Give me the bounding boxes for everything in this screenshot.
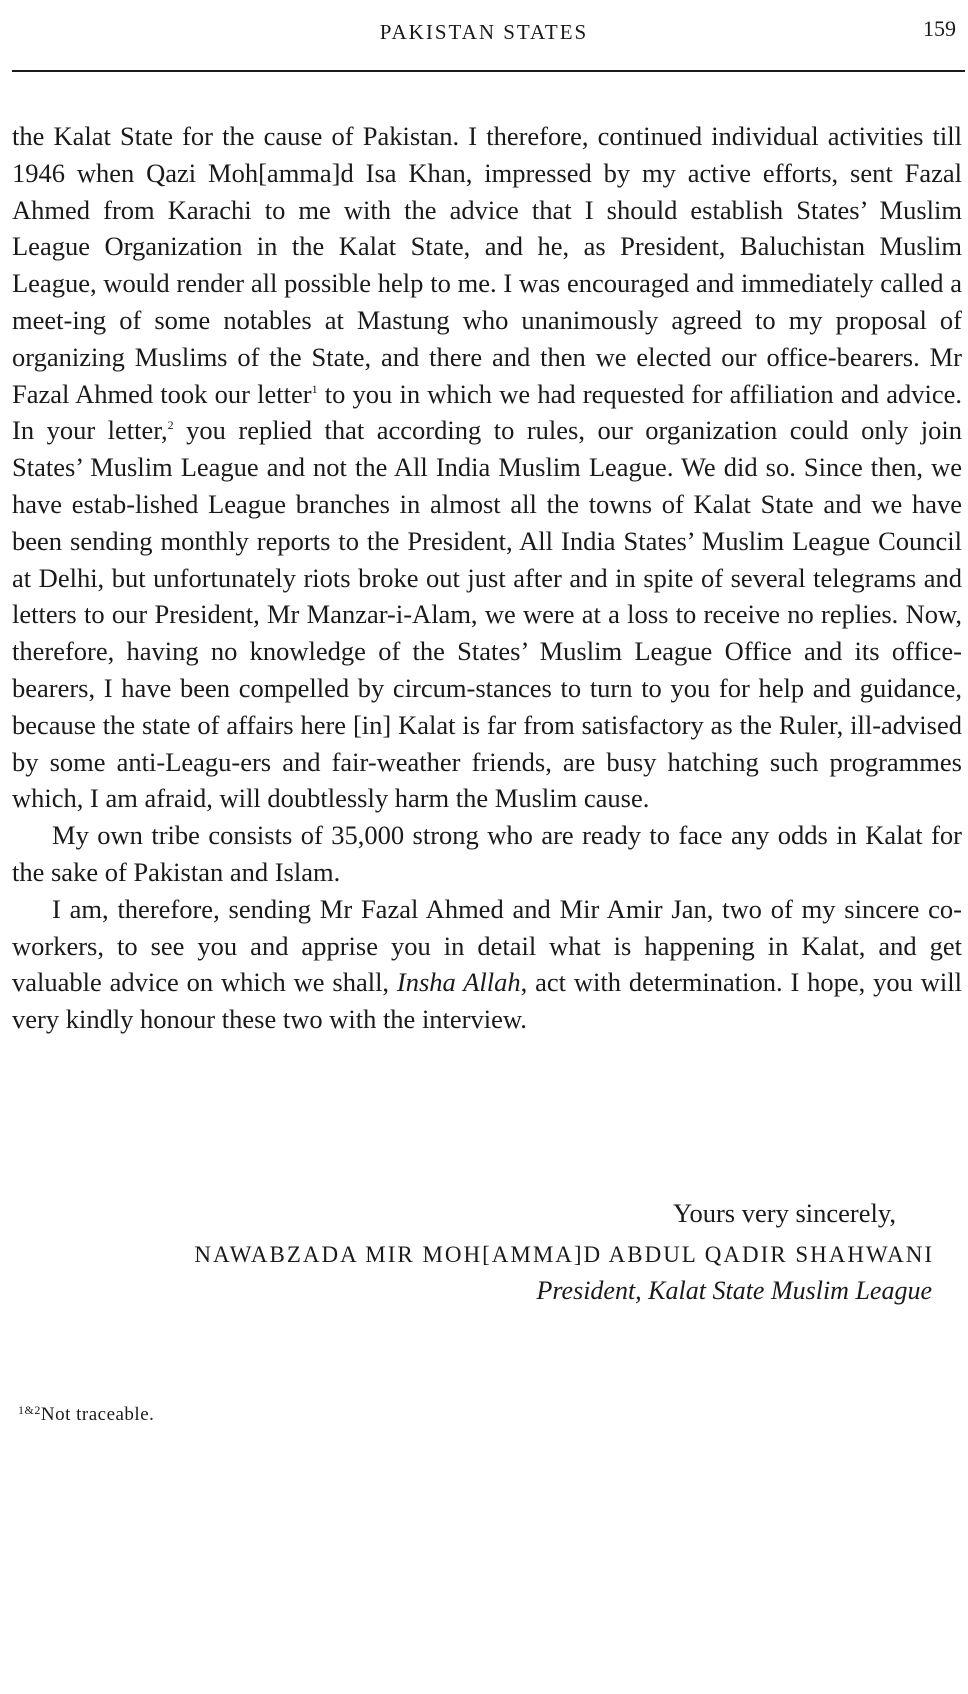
footnote-ref-2: 2 xyxy=(167,418,174,433)
paragraph-3-italic: Insha Allah xyxy=(396,967,521,998)
letter-body xyxy=(12,118,962,1038)
paragraph-1-part-2: to you in which we had requested for affiliation and advice. In your letter, xyxy=(12,378,962,446)
footnote xyxy=(18,1404,154,1426)
running-title: PAKISTAN STATES xyxy=(379,20,589,44)
paragraph-3-part-2: , act with determination. I hope, you will very kindly honour these two with the interview. xyxy=(12,967,962,1035)
paragraph-1-part-3: you replied that according to rules, our organization could only join States’ Muslim League and not the All India Muslim League. We did so. Since then, we have estab-lished League branches in almost all the towns of Kalat State and we have been sending monthly reports to the President, All India States’ Muslim League Council at Delhi, but unfortunately riots broke out just after and in spite of several telegrams and letters to our President, Mr Manzar-i-Alam, we were at a loss to receive no replies. Now, therefore, having no knowledge of the States’ Muslim League Office and its office-bearers, I have been compelled by circum-stances to turn to you for help and guidance, because the state of affairs here [in] Kalat is far from satisfactory as the Ruler, ill-advised by some anti-Leagu-ers and fair-weather friends, are busy hatching such programmes which, I am afraid, will doubtlessly harm the Muslim cause. xyxy=(12,415,963,814)
running-head xyxy=(0,14,968,54)
header-rule xyxy=(12,70,965,72)
paragraph-1 xyxy=(12,118,962,817)
paragraph-3-part-1: I am, therefore, sending Mr Fazal Ahmed and Mir Amir Jan, two of my sincere co-workers, to see you and apprise you in detail what is happening in Kalat, and get valuable advice on which we shall, xyxy=(12,893,962,998)
paragraph-1-part-1: the Kalat State for the cause of Pakistan. I therefore, continued individual activities till 1946 when Qazi Moh[amma]d Isa Khan, impressed by my active efforts, sent Fazal Ahmed from Karachi to me with the advice that I should establish States’ Muslim League Organization in the Kalat State, and he, as President, Baluchistan Muslim League, would render all possible help to me. I was encouraged and immediately called a meet-ing of some notables at Mastung who unanimously agreed to my proposal of organizing Muslims of the State, and there and then we elected our office-bearers. Mr Fazal Ahmed took our letter xyxy=(12,121,962,409)
letter-closing xyxy=(0,1198,968,1338)
signatory-designation: President, Kalat State Muslim League xyxy=(536,1276,932,1305)
signatory-name: NAWABZADA MIR MOH[AMMA]D ABDUL QADIR SHAHWANI xyxy=(194,1242,934,1267)
footnote-ref-1: 1 xyxy=(311,381,318,396)
paragraph-3 xyxy=(12,891,962,1038)
paragraph-2: My own tribe consists of 35,000 strong who are ready to face any odds in Kalat for the sake of Pakistan and Islam. xyxy=(12,820,962,887)
page-number: 159 xyxy=(923,16,956,41)
footnote-text: Not traceable. xyxy=(40,1404,155,1425)
footnote-marker: 1&2 xyxy=(18,1403,41,1417)
valediction: Yours very sincerely, xyxy=(672,1198,896,1228)
